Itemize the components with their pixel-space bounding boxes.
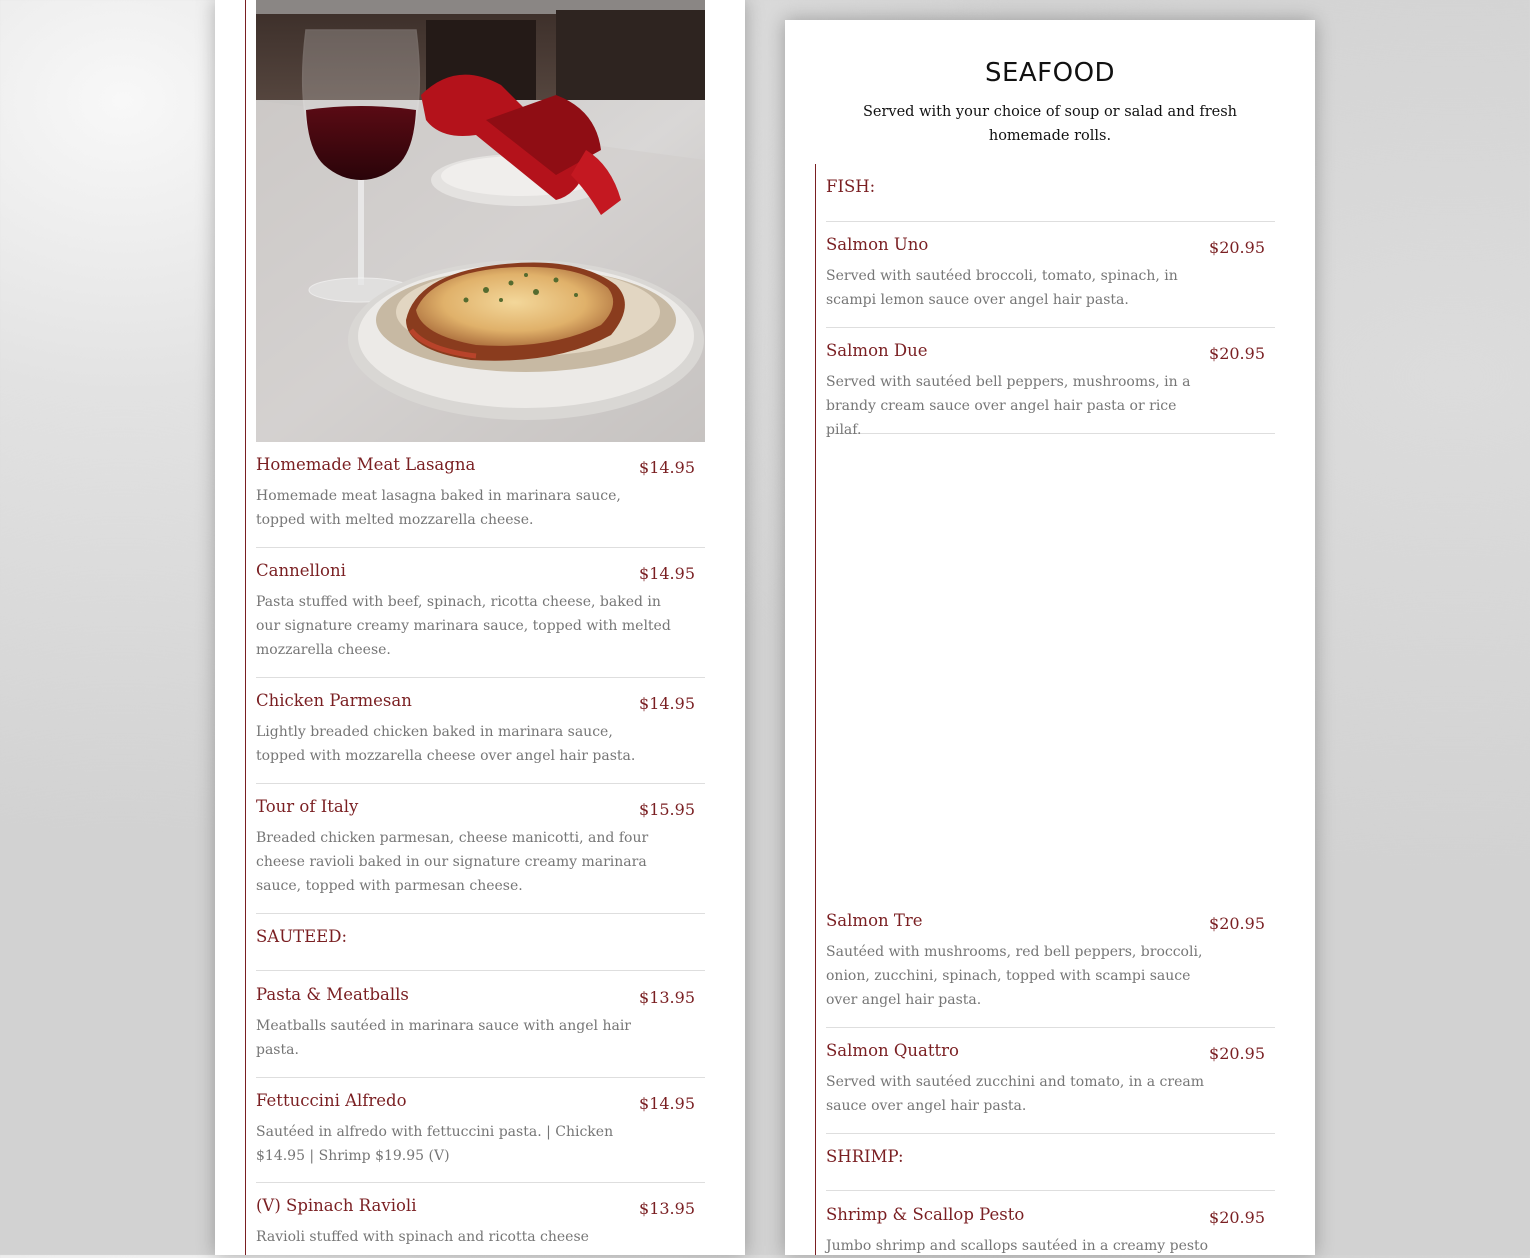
menu-item-name: Chicken Parmesan — [256, 691, 412, 710]
menu-item-description: Homemade meat lasagna baked in marinara sauce, topped with melted mozzarella cheese. — [256, 488, 621, 528]
menu-item — [256, 561, 705, 678]
menu-item-description: Lightly breaded chicken baked in marinara sauce, topped with mozzarella cheese over angel hair pasta. — [256, 724, 636, 764]
menu-item-description: Jumbo shrimp and scallops sautéed in a creamy pesto — [826, 1238, 1209, 1254]
left-menu-card — [215, 0, 745, 1255]
seafood-menu-card — [785, 20, 1315, 1255]
menu-item-price: $14.95 — [639, 458, 695, 477]
menu-item-price: $13.95 — [639, 988, 695, 1007]
menu-item-description: Ravioli stuffed with spinach and ricotta cheese — [256, 1229, 589, 1245]
menu-item-price: $20.95 — [1209, 1044, 1265, 1063]
menu-item-price: $20.95 — [1209, 1208, 1265, 1227]
menu-item-price: $13.95 — [639, 1199, 695, 1218]
menu-item-name: Salmon Uno — [826, 235, 929, 254]
menu-item — [826, 1041, 1275, 1134]
menu-item-name: Fettuccini Alfredo — [256, 1091, 407, 1110]
menu-item-description: Served with sautéed zucchini and tomato, in a cream sauce over angel hair pasta. — [826, 1074, 1204, 1114]
menu-item-description: Sautéed in alfredo with fettuccini pasta. | Chicken $14.95 | Shrimp $19.95 (V) — [256, 1124, 614, 1164]
left-accent-line — [245, 0, 246, 1255]
section-label-shrimp: SHRIMP: — [826, 1147, 904, 1166]
right-accent-line — [815, 164, 816, 1255]
menu-item-price: $15.95 — [639, 800, 695, 819]
section-divider — [826, 1190, 1275, 1191]
menu-item — [256, 985, 705, 1078]
menu-item-name: (V) Spinach Ravioli — [256, 1196, 417, 1215]
menu-item-description: Pasta stuffed with beef, spinach, ricotta cheese, baked in our signature creamy marinara sauce, topped with melted mozzarella cheese. — [256, 594, 671, 658]
menu-item-name: Homemade Meat Lasagna — [256, 455, 476, 474]
menu-item-name: Tour of Italy — [256, 797, 359, 816]
section-divider — [256, 970, 705, 971]
menu-item — [256, 797, 705, 914]
menu-item-name: Pasta & Meatballs — [256, 985, 409, 1004]
menu-item-description: Sautéed with mushrooms, red bell peppers, broccoli, onion, zucchini, spinach, topped with scampi sauce over angel hair pasta. — [826, 944, 1203, 1008]
menu-item-name: Shrimp & Scallop Pesto — [826, 1205, 1025, 1224]
menu-item — [256, 455, 705, 548]
section-title: SEAFOOD — [984, 58, 1116, 88]
menu-item-price: $20.95 — [1209, 238, 1265, 257]
menu-item-name: Salmon Quattro — [826, 1041, 959, 1060]
section-label-fish: FISH: — [826, 177, 876, 196]
lasagna-photo — [256, 0, 705, 442]
menu-item-price: $20.95 — [1209, 344, 1265, 363]
menu-item-description: Meatballs sautéed in marinara sauce with angel hair pasta. — [256, 1018, 631, 1058]
section-divider — [826, 221, 1275, 222]
menu-item — [826, 911, 1275, 1028]
menu-item-description: Served with sautéed bell peppers, mushrooms, in a brandy cream sauce over angel hair pasta or rice pilaf. — [826, 374, 1191, 438]
menu-item-name: Salmon Due — [826, 341, 928, 360]
menu-item-price: $14.95 — [639, 564, 695, 583]
section-label-sauteed: SAUTEED: — [256, 927, 348, 946]
menu-item-name: Salmon Tre — [826, 911, 923, 930]
menu-item-description: Served with sautéed broccoli, tomato, spinach, in scampi lemon sauce over angel hair pasta. — [826, 268, 1178, 308]
menu-item-price: $20.95 — [1209, 914, 1265, 933]
menu-item-name: Cannelloni — [256, 561, 346, 580]
menu-item — [256, 691, 705, 784]
section-subtitle: Served with your choice of soup or salad and fresh homemade rolls. — [862, 104, 1238, 144]
menu-item-description: Breaded chicken parmesan, cheese manicotti, and four cheese ravioli baked in our signature creamy marinara sauce, topped with parmesan cheese. — [256, 830, 649, 894]
menu-item — [256, 1091, 705, 1183]
menu-item — [826, 235, 1275, 328]
menu-item — [826, 1205, 1275, 1255]
menu-item-price: $14.95 — [639, 694, 695, 713]
menu-item — [826, 341, 1275, 438]
menu-item — [256, 1196, 705, 1255]
menu-item-price: $14.95 — [639, 1094, 695, 1113]
